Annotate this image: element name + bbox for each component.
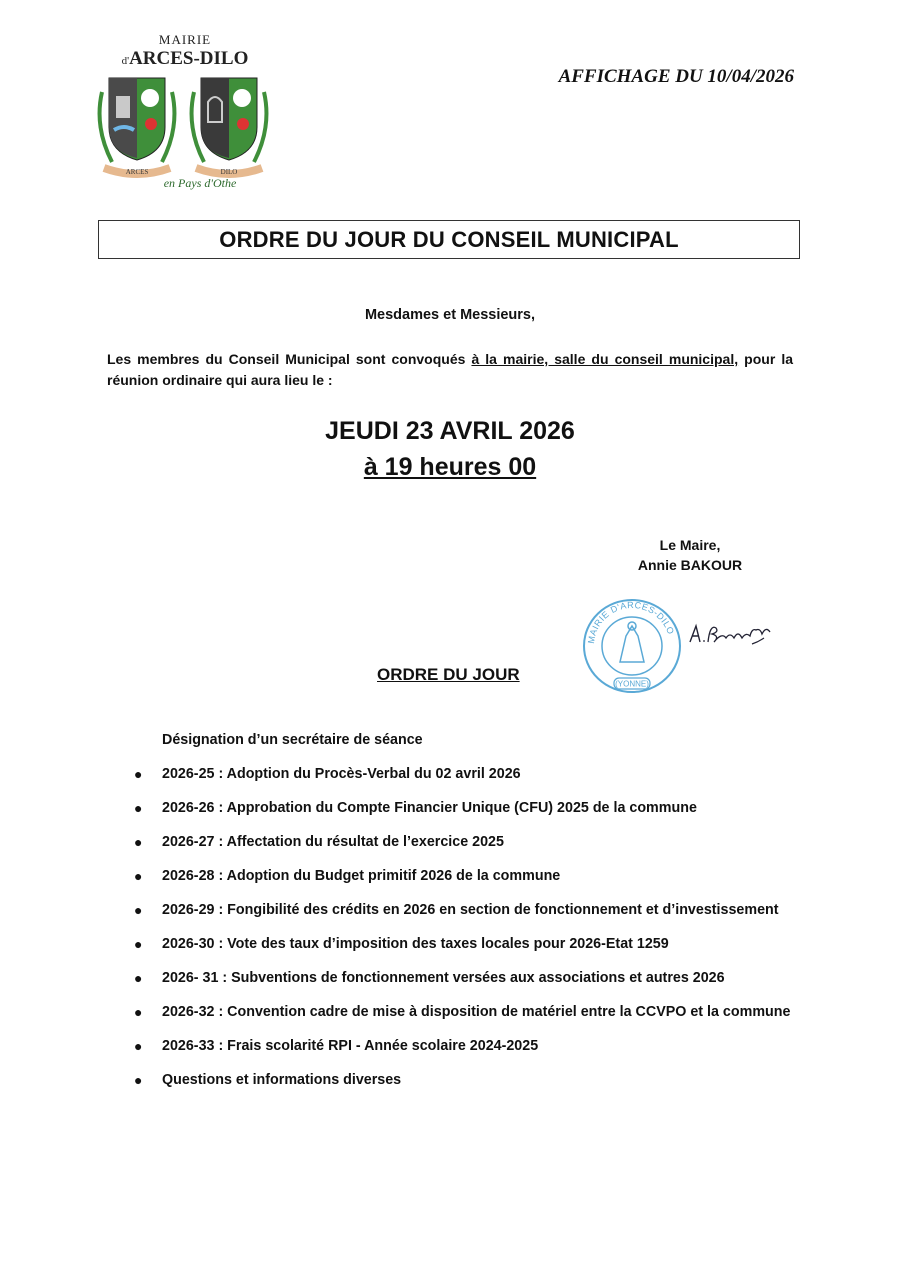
salutation: Mesdames et Messieurs, [364,307,536,323]
bullet-icon: ● [134,970,143,986]
agenda-item: ● 2026-33 : Frais scolarité RPI - Année scolaire 2024-2025 [128,1035,828,1069]
intro-paragraph: Les membres du Conseil Municipal sont convoqués à la mairie, salle du conseil municipal, pour la réunion ordinaire qui aura lieu le : [107,351,793,388]
meeting-location: à la mairie, salle du conseil municipal, [471,351,739,367]
bullet-icon: ● [134,1072,143,1088]
bullet-icon: ● [134,1004,143,1020]
bullet-icon: ● [134,936,143,952]
official-stamp-icon [580,596,684,696]
agenda-item: ● 2026-29 : Fongibilité des crédits en 2026 en section de fonctionnement et d’investissement [128,899,828,933]
agenda-item: ● 2026-25 : Adoption du Procès-Verbal du 02 avril 2026 [128,763,828,797]
svg-text:DILO: DILO [220,168,238,176]
bullet-icon: ● [134,800,143,816]
bullet-icon: ● [134,766,143,782]
signatory-block [600,535,780,575]
posting-date: AFFICHAGE DU 10/04/2026 [558,66,794,87]
logo-mairie-label: MAIRIE [158,32,212,47]
agenda-heading: ORDRE DU JOUR [377,665,520,684]
agenda-item: ● 2026-26 : Approbation du Compte Financier Unique (CFU) 2025 de la commune [128,797,828,831]
svg-text:MAIRIE D'ARCES-DILO: MAIRIE D'ARCES-DILO [585,599,677,645]
logo-tagline: en Pays d'Othe [163,176,237,190]
coat-of-arms-icon [94,72,274,182]
bullet-icon: ● [134,902,143,918]
signatory-role: Le Maire, [659,537,721,553]
agenda-item: ● 2026-27 : Affectation du résultat de l’exercice 2025 [128,831,828,865]
agenda-item: ● 2026-28 : Adoption du Budget primitif 2026 de la commune [128,865,828,899]
meeting-time: à 19 heures 00 [363,453,537,481]
document-title: ORDRE DU JOUR DU CONSEIL MUNICIPAL [219,226,679,252]
svg-text:ARCES: ARCES [125,168,149,176]
agenda-item: ● Questions et informations diverses [128,1069,828,1103]
agenda-list [128,729,828,1103]
agenda-item: ● 2026-32 : Convention cadre de mise à disposition de matériel entre la CCVPO et la commune [128,1001,828,1035]
agenda-item: ● 2026-30 : Vote des taux d’imposition des taxes locales pour 2026-Etat 1259 [128,933,828,967]
bullet-icon: ● [134,834,143,850]
agenda-item: ● 2026- 31 : Subventions de fonctionnement versées aux associations et autres 2026 [128,967,828,1001]
bullet-icon: ● [134,868,143,884]
signatory-name: Annie BAKOUR [637,557,743,573]
svg-text:(YONNE): (YONNE) [615,679,649,689]
agenda-item: Désignation d’un secrétaire de séance [162,732,423,748]
logo-town-name: d'ARCES-DILO [121,48,249,69]
signature-icon [686,614,778,654]
bullet-icon: ● [134,1038,143,1054]
town-logo [80,28,285,203]
meeting-date: JEUDI 23 AVRIL 2026 [325,417,575,445]
document-title-box [98,220,800,259]
